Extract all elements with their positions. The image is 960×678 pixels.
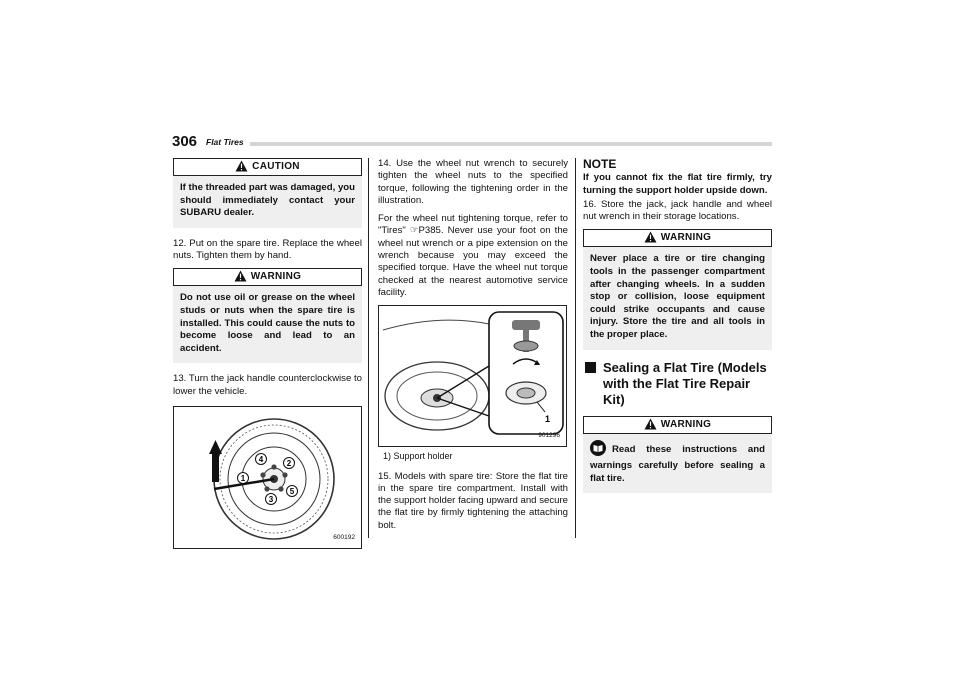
warning-header — [583, 416, 772, 434]
wheel-nut-diagram — [174, 407, 361, 548]
warning-triangle-icon — [235, 160, 248, 178]
warning-triangle-icon — [644, 418, 657, 436]
section-heading-text: Sealing a Flat Tire (Models with the Flat Tire Repair Kit) — [603, 359, 767, 407]
section-title: Flat Tires — [206, 137, 244, 147]
header-rule — [250, 142, 772, 146]
figure-caption: 1) Support holder — [383, 451, 453, 462]
step-15: 15. Models with spare tire: Store the flat tire in the spare tire compartment. Install with the support holder facing upward and secure the flat tire by firmly tightening the attaching bolt. — [378, 470, 568, 531]
warning-title: WARNING — [660, 418, 712, 430]
square-bullet-icon — [585, 362, 596, 373]
note-title: NOTE — [583, 157, 617, 171]
note-body: If you cannot fix the flat tire firmly, try turning the support holder upside down. — [583, 172, 772, 196]
warning-body: Never place a tire or tire changing tools in the passenger compartment after changing wheels. In a sudden stop or collision, loose equipment could strike occupants and cause injury. Store the tire and all tools in the proper place. — [590, 253, 765, 341]
figure-label: 5 — [289, 486, 295, 496]
warning-title: WARNING — [250, 271, 302, 283]
warning-triangle-icon — [644, 231, 657, 249]
warning-header — [173, 268, 362, 286]
warning-header — [583, 229, 772, 247]
figure-label: 4 — [258, 454, 264, 464]
section-heading — [583, 360, 772, 408]
right-column — [583, 158, 772, 503]
caution-header — [173, 158, 362, 176]
left-column — [173, 158, 362, 549]
figure-label: 3 — [268, 494, 274, 504]
warning-triangle-icon — [234, 270, 247, 288]
warning-box-sealing — [583, 416, 772, 494]
figure-label: 1 — [240, 473, 246, 483]
warning-box — [173, 268, 362, 363]
torque-paragraph: For the wheel nut tightening torque, refer to "Tires" ☞P385. Never use your foot on the wheel nut wrench or a pipe extension on the wrench because you may exceed the specified torque. Have the wheel nut torque checked at the nearest automotive service facility. — [378, 213, 568, 298]
step-14: 14. Use the wheel nut wrench to securely tighten the wheel nuts to the specified torque, following the tightening order in the illustration. — [378, 158, 568, 206]
warning-title: WARNING — [660, 232, 712, 244]
step-12: 12. Put on the spare tire. Replace the wheel nuts. Tighten them by hand. — [173, 237, 362, 262]
figure-code: 600192 — [333, 533, 355, 541]
step-13: 13. Turn the jack handle counterclockwise to lower the vehicle. — [173, 373, 362, 397]
warning-body-text: Read these instructions and warnings carefully before sealing a flat tire. — [590, 443, 765, 484]
column-divider-1 — [368, 158, 369, 538]
manual-book-icon — [590, 440, 606, 461]
caution-box — [173, 158, 362, 228]
caution-title: CAUTION — [252, 161, 300, 172]
warning-body — [583, 434, 772, 494]
caution-body: If the threaded part was damaged, you should immediately contact your SUBARU dealer. — [180, 182, 355, 219]
step-16: 16. Store the jack, jack handle and wheel nut wrench in their storage locations. — [583, 198, 772, 223]
figure-code: 901296 — [538, 431, 560, 439]
spare-tire-diagram — [379, 306, 566, 446]
warning-body: Do not use oil or grease on the wheel studs or nuts when the spare tire is installed. This could cause the nuts to become loose and lead to an accident. — [180, 292, 355, 354]
spare-tire-figure — [378, 305, 567, 447]
middle-column — [378, 158, 568, 538]
figure-callout: 1 — [545, 414, 551, 425]
figure-label: 2 — [286, 458, 292, 468]
warning-box-storage — [583, 229, 772, 349]
wheel-figure — [173, 406, 362, 549]
column-divider-2 — [575, 158, 576, 538]
page-number: 306 — [172, 133, 198, 150]
